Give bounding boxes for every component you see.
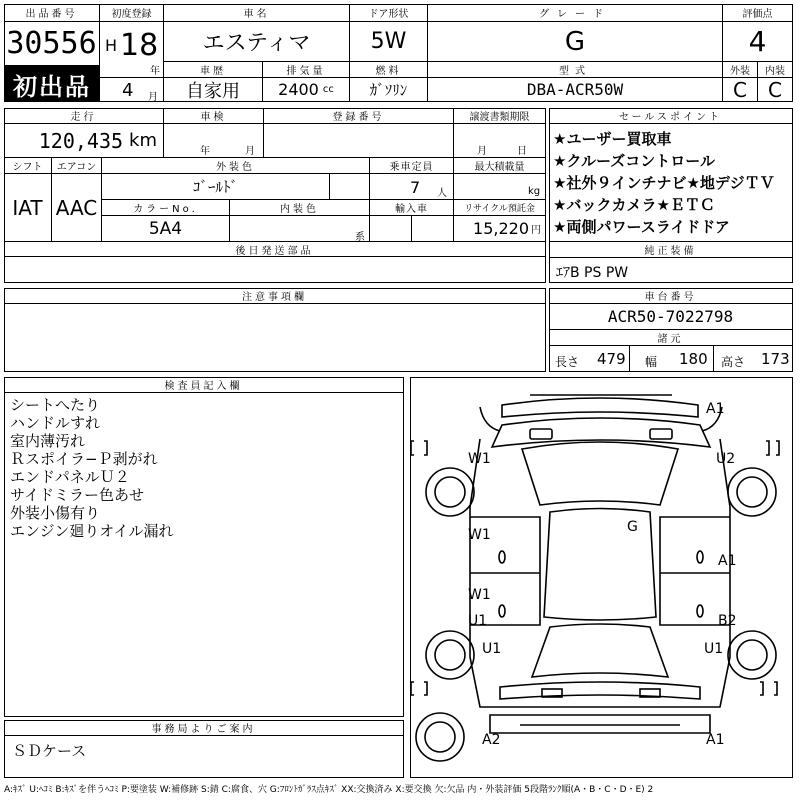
recycle-header: リサイクル預託金 — [454, 200, 546, 216]
reg-month-unit: 月 — [148, 92, 158, 103]
import-cell-a — [370, 216, 412, 242]
recycle-unit: 円 — [531, 225, 541, 236]
inspection-year-unit: 年 — [200, 146, 210, 157]
fuel-header: 燃料 — [350, 62, 428, 78]
displacement-value: 2400 — [278, 80, 319, 99]
inspector-note: 室内薄汚れ — [10, 432, 86, 450]
genuine-equipment-value: ｴｱB PS PW — [556, 265, 629, 281]
transfer-month-unit: 月 — [477, 146, 487, 157]
ac-value: AAC — [52, 174, 102, 242]
car-name: エスティマ — [164, 22, 350, 62]
reg-year: 18 — [120, 28, 159, 63]
dims-row — [549, 346, 793, 372]
reg-month: 4 — [122, 80, 134, 101]
lot-number: 30556 — [4, 22, 100, 66]
first-reg-header: 初度登録 — [100, 4, 164, 22]
registration-header: 登録番号 — [264, 108, 454, 124]
registration-cell — [264, 124, 454, 158]
color-no-header: カラーNo. — [102, 200, 230, 216]
sales-points-list — [553, 128, 775, 238]
length-value: 479 — [597, 350, 626, 368]
mark-left-w1-b: W1 — [468, 587, 491, 603]
score-value: 4 — [723, 22, 793, 62]
inspector-note: シートへたり — [10, 396, 101, 414]
car-diagram — [410, 377, 793, 778]
seats-unit: 人 — [437, 188, 447, 199]
inspector-note: Ｒスポイラ−Ｐ剥がれ — [10, 450, 158, 468]
inspection-header: 車検 — [164, 108, 264, 124]
dims-header: 諸元 — [549, 330, 793, 346]
office-notes-header: 事務局よりご案内 — [4, 720, 404, 736]
transfer-cell — [454, 124, 546, 158]
sales-points-header: セールスポイント — [549, 108, 793, 124]
mileage-value: 120,435 — [38, 128, 124, 153]
grade-header: グレード — [428, 4, 723, 22]
mark-left-u1-a: U1 — [468, 613, 488, 629]
seats-header: 乗車定員 — [370, 158, 454, 174]
history-header: 車歴 — [164, 62, 263, 78]
mark-rear-a2: A2 — [482, 732, 501, 748]
inspector-note: エンジン廻りオイル漏れ — [10, 522, 174, 540]
mark-left-w1-a: W1 — [468, 527, 491, 543]
mark-rear-a1: A1 — [706, 732, 725, 748]
legend: A:ｷｽﾞ U:ﾍｺﾐ B:ｷｽﾞを伴うﾍｺﾐ P:要塗装 W:補修跡 S:錆 C:腐食、穴 G:ﾌﾛﾝﾄｶﾞﾗｽ点ｷｽﾞ XX:交換済み X:要交換 欠:欠品 内・外装評価 5段階ﾗﾝｸ順(A・B・C・D・E) 2 — [4, 785, 654, 795]
load-header: 最大積載量 — [454, 158, 546, 174]
chassis-number: ACR50-7022798 — [549, 304, 793, 330]
model-value: DBA-ACR50W — [428, 78, 723, 102]
ext-color-extra — [330, 174, 370, 200]
lot-header: 出品番号 — [4, 4, 100, 22]
recycle-value: 15,220 — [473, 219, 529, 238]
sales-point: ★バックカメラ★ＥＴＣ — [553, 196, 715, 214]
later-parts-header: 後日発送部品 — [4, 242, 546, 257]
displacement-unit: cc — [322, 84, 334, 95]
era-letter: H — [105, 36, 118, 55]
height-value: 173 — [761, 350, 790, 368]
shift-value: IAT — [4, 174, 52, 242]
recycle-cell — [454, 216, 546, 242]
int-grade-value: C — [758, 78, 793, 102]
inspector-notes-list — [10, 396, 174, 540]
caution-header: 注意事項欄 — [4, 288, 546, 304]
seats-value: 7 — [410, 178, 421, 197]
ac-header: エアコン — [52, 158, 102, 174]
mark-front-right-u2: U2 — [716, 451, 736, 467]
length-label: 長さ — [555, 355, 580, 369]
mark-right-u1: U1 — [704, 641, 724, 657]
sales-point: ★両側パワースライドドア — [553, 218, 730, 236]
import-cell-b — [412, 216, 454, 242]
door-header: ドア形状 — [350, 4, 428, 22]
history-value: 自家用 — [164, 78, 263, 102]
color-no-value: 5A4 — [102, 216, 230, 242]
name-header: 車名 — [164, 4, 350, 22]
score-header: 評価点 — [723, 4, 793, 22]
int-color-header: 内装色 — [230, 200, 370, 216]
genuine-equipment-header: 純正装備 — [549, 242, 793, 258]
later-parts-value — [4, 257, 546, 283]
load-unit: kg — [528, 186, 541, 197]
mark-right-b2: B2 — [718, 613, 737, 629]
grade-value: G — [428, 22, 723, 62]
width-label: 幅 — [645, 355, 658, 369]
inspection-month-unit: 月 — [245, 146, 255, 157]
mileage-unit: km — [129, 130, 157, 151]
inspector-note: ハンドルすれ — [10, 414, 101, 432]
displacement-cell — [263, 78, 350, 102]
mark-left-u1-b: U1 — [482, 641, 502, 657]
sales-point: ★ユーザー買取車 — [553, 130, 672, 148]
fuel-value: ｶﾞｿﾘﾝ — [350, 78, 428, 102]
displacement-header: 排気量 — [263, 62, 350, 78]
first-listing-badge: 初出品 — [4, 66, 100, 102]
mileage-header: 走行 — [4, 108, 164, 124]
transfer-header: 譲渡書類期限 — [454, 108, 546, 124]
sales-point: ★社外９インチナビ★地デジＴＶ — [553, 174, 775, 192]
inspector-notes-header: 検査員記入欄 — [4, 377, 404, 393]
height-label: 高さ — [721, 355, 746, 369]
ext-color-header: 外装色 — [102, 158, 370, 174]
shift-header: シフト — [4, 158, 52, 174]
transfer-day-unit: 日 — [517, 146, 527, 157]
reg-year-unit: 年 — [150, 66, 160, 77]
ext-grade-value: C — [723, 78, 758, 102]
import-header: 輸入車 — [370, 200, 454, 216]
width-value: 180 — [679, 350, 708, 368]
mark-front-left-w1: W1 — [468, 451, 491, 467]
int-color-unit: 系 — [355, 232, 365, 243]
model-header: 型式 — [428, 62, 723, 78]
office-notes-text: ＳＤケース — [12, 742, 87, 760]
inspector-note: サイドミラー色あせ — [10, 486, 144, 504]
mileage-cell — [4, 124, 164, 158]
chassis-header: 車台番号 — [549, 288, 793, 304]
ext-color-value-cell: ｺﾞｰﾙﾄﾞ — [102, 174, 330, 200]
int-color-cell — [230, 216, 370, 242]
mark-right-a1: A1 — [718, 553, 737, 569]
mark-center-g: G — [627, 519, 638, 535]
inspector-note: エンドパネルＵ２ — [10, 468, 130, 486]
ext-grade-header: 外装 — [723, 62, 758, 78]
door-type: 5W — [350, 22, 428, 62]
inspector-note: 外装小傷有り — [10, 504, 101, 522]
int-grade-header: 内装 — [758, 62, 793, 78]
mark-front-a1: A1 — [706, 401, 725, 417]
sales-point: ★クルーズコントロール — [553, 152, 715, 170]
